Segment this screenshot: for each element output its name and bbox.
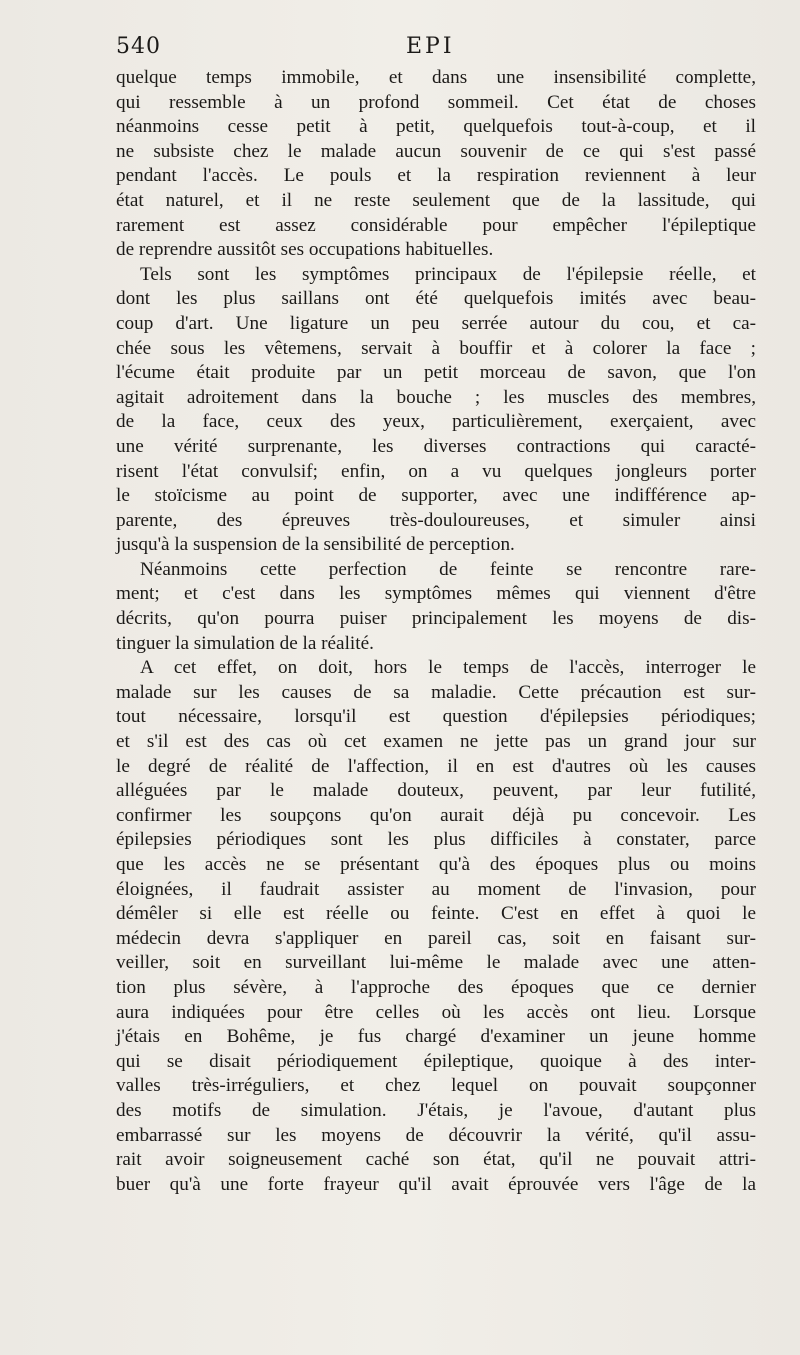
text-line: parente, des épreuves très-douloureuses, et simuler ainsi (116, 509, 756, 531)
text-line: le degré de réalité de l'affection, il en est d'autres où les causes (116, 755, 756, 777)
text-line: ne subsiste chez le malade aucun souvenir de ce qui s'est passé (116, 140, 756, 162)
text-line: qui ressemble à un profond sommeil. Cet état de choses (116, 91, 756, 113)
text-line: Néanmoins cette perfection de feinte se rencontre rare- (140, 558, 756, 580)
text-line: tout nécessaire, lorsqu'il est question d'épilepsies périodiques; (116, 706, 756, 728)
text-line: le stoïcisme au point de supporter, avec une indifférence ap- (116, 485, 756, 507)
text-line: jusqu'à la suspension de la sensibilité de perception. (116, 534, 515, 556)
body-text (116, 66, 756, 1197)
text-line: décrits, qu'on pourra puiser principalement les moyens de dis- (116, 608, 756, 630)
text-line: A cet effet, on doit, hors le temps de l'accès, interroger le (140, 657, 756, 679)
text-line: rarement est assez considérable pour empêcher l'épileptique (116, 214, 756, 236)
text-line: valles très-irréguliers, et chez lequel on pouvait soupçonner (116, 1075, 756, 1097)
text-line: état naturel, et il ne reste seulement que de la lassitude, qui (116, 189, 756, 211)
text-line: tion plus sévère, à l'approche des époques que ce dernier (116, 976, 756, 998)
text-line: médecin devra s'appliquer en pareil cas, soit en faisant sur- (116, 927, 756, 949)
text-line: de reprendre aussitôt ses occupations habituelles. (116, 239, 494, 261)
text-line: de la face, ceux des yeux, particulièrement, exerçaient, avec (116, 411, 756, 433)
text-line: alléguées par le malade douteux, peuvent, par leur futilité, (116, 780, 756, 802)
text-line: pendant l'accès. Le pouls et la respiration reviennent à leur (116, 165, 756, 187)
text-line: que les accès ne se présentant qu'à des époques plus ou moins (116, 854, 756, 875)
text-line: tinguer la simulation de la réalité. (116, 632, 374, 654)
text-line: malade sur les causes de sa maladie. Cette précaution est sur- (116, 681, 756, 703)
text-line: des motifs de simulation. J'étais, je l'avoue, d'autant plus (116, 1099, 756, 1121)
text-line: une vérité surprenante, les diverses contractions qui caracté- (116, 435, 756, 457)
text-line: buer qu'à une forte frayeur qu'il avait éprouvée vers l'âge de la (116, 1173, 756, 1195)
text-line: éloignées, il faudrait assister au moment de l'invasion, pour (116, 878, 756, 900)
text-line: embarrassé sur les moyens de découvrir la vérité, qu'il assu- (116, 1124, 756, 1146)
text-line: rait avoir soigneusement caché son état, qu'il ne pouvait attri- (116, 1149, 756, 1171)
text-line: l'écume était produite par un petit morceau de savon, que l'on (116, 362, 756, 384)
text-line: épilepsies périodiques sont les plus difficiles à constater, parce (116, 829, 756, 851)
text-line: agitait adroitement dans la bouche ; les muscles des membres, (116, 386, 756, 408)
text-line: aura indiquées pour être celles où les accès ont lieu. Lorsque (116, 1001, 756, 1023)
text-line: et s'il est des cas où cet examen ne jette pas un grand jour sur (116, 731, 756, 753)
text-line: dont les plus saillans ont été quelquefois imités avec beau- (116, 288, 756, 310)
text-line: démêler si elle est réelle ou feinte. C'est en effet à quoi le (116, 903, 756, 925)
text-line: j'étais en Bohême, je fus chargé d'examiner un jeune homme (116, 1026, 756, 1048)
text-line: qui se disait périodiquement épileptique, quoique à des inter- (116, 1050, 756, 1072)
text-line: Tels sont les symptômes principaux de l'épilepsie réelle, et (140, 263, 756, 285)
page-number: 540 (116, 34, 161, 59)
text-line: coup d'art. Une ligature un peu serrée autour du cou, et ca- (116, 312, 756, 334)
text-line: ment; et c'est dans les symptômes mêmes qui viennent d'être (116, 583, 756, 605)
text-line: risent l'état convulsif; enfin, on a vu quelques jongleurs porter (116, 460, 756, 482)
running-head: EPI (406, 34, 455, 59)
text-line: chée sous les vêtemens, servait à bouffir et à colorer la face ; (116, 337, 756, 359)
text-line: néanmoins cesse petit à petit, quelquefois tout-à-coup, et il (116, 116, 756, 138)
text-line: confirmer les soupçons qu'on aurait déjà pu concevoir. Les (116, 804, 756, 826)
text-line: quelque temps immobile, et dans une insensibilité complette, (116, 67, 756, 88)
text-line: veiller, soit en surveillant lui-même le malade avec une atten- (116, 952, 756, 974)
page-header (116, 34, 756, 64)
